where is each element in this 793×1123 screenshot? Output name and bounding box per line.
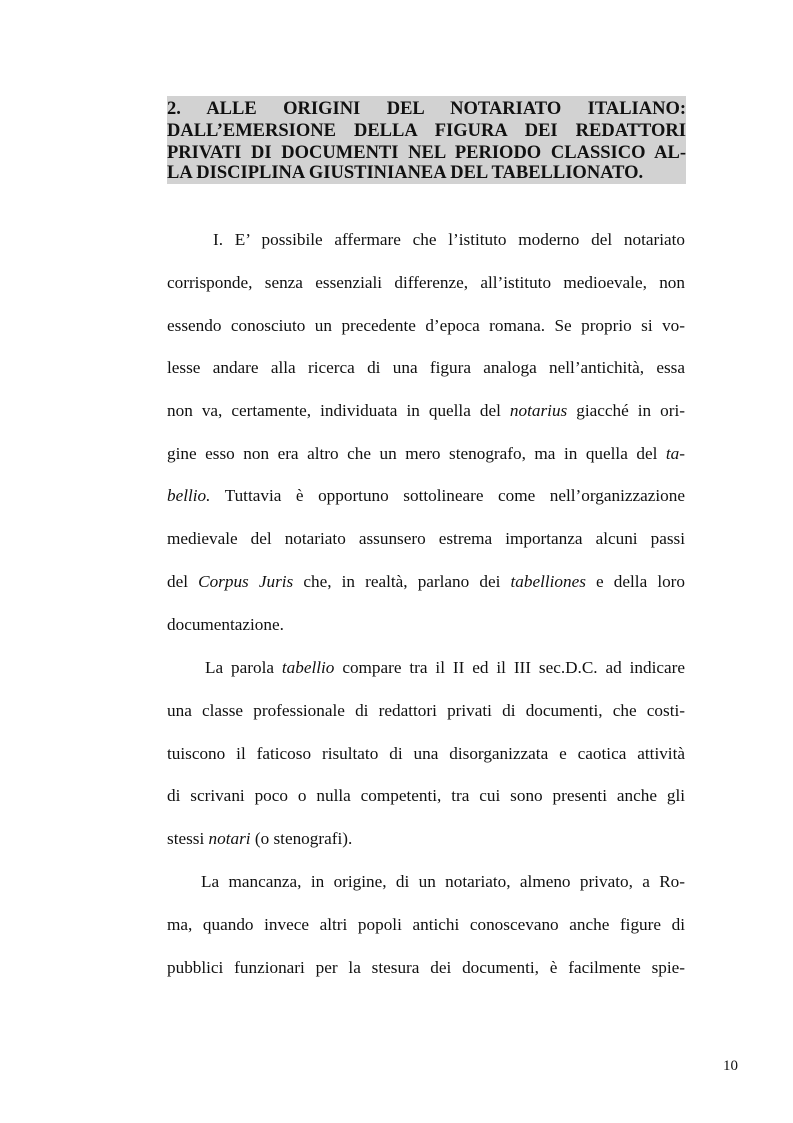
italic-term-corpus-juris: Corpus Juris: [198, 572, 294, 591]
paragraph-1-line-4: lesse andare alla ricerca di una figura analoga nell’antichità, essa: [167, 358, 685, 377]
heading-line-1: 2. ALLE ORIGINI DEL NOTARIATO ITALIANO:: [167, 99, 686, 119]
text-run: gine esso non era altro che un mero stenografo, ma in quella del: [167, 444, 666, 463]
text-run: non va, certamente, individuata in quella del: [167, 401, 510, 420]
italic-term-notari: notari: [208, 829, 251, 848]
text-run: (o stenografi).: [250, 829, 353, 848]
italic-term-tabellio: tabellio: [281, 658, 335, 677]
paragraph-2-line-3: tuiscono il faticoso risultato di una disorganizzata e caotica attività: [167, 744, 685, 763]
paragraph-2-line-2: una classe professionale di redattori privati di documenti, che costi-: [167, 701, 685, 720]
paragraph-1-line-6: [167, 443, 685, 465]
paragraph-2-line-1: [205, 657, 685, 679]
text-run: stessi: [167, 829, 209, 848]
paragraph-1-line-7: [167, 485, 685, 507]
paragraph-2-line-5: [167, 828, 685, 850]
paragraph-3-line-2: ma, quando invece altri popoli antichi conoscevano anche figure di: [167, 915, 685, 934]
section-heading: [167, 96, 686, 184]
heading-line-3: PRIVATI DI DOCUMENTI NEL PERIODO CLASSICO AL-: [167, 143, 686, 163]
text-run: La parola: [205, 658, 282, 677]
italic-term-tabellio-end: bellio.: [167, 486, 211, 505]
paragraph-3-line-1: La mancanza, in origine, di un notariato, almeno privato, a Ro-: [201, 872, 685, 891]
paragraph-1-line-10: documentazione.: [167, 615, 284, 634]
heading-line-2: DALL’EMERSIONE DELLA FIGURA DEI REDATTORI: [167, 121, 686, 141]
italic-term-tabellio-start: ta-: [665, 444, 685, 463]
italic-term-tabelliones: tabelliones: [510, 572, 586, 591]
paragraph-1-line-3: essendo conosciuto un precedente d’epoca romana. Se proprio si vo-: [167, 316, 685, 335]
text-run: e della loro: [585, 572, 686, 591]
paragraph-3-line-3: pubblici funzionari per la stesura dei documenti, è facilmente spie-: [167, 958, 685, 977]
text-run: Tuttavia è opportuno sottolineare come nell’organizzazione: [210, 486, 685, 505]
paragraph-1-line-5: [167, 400, 685, 422]
text-run: giacché in ori-: [567, 401, 685, 420]
paragraph-1-line-1: I. E’ possibile affermare che l’istituto moderno del notariato: [213, 230, 685, 249]
paragraph-1-line-8: medievale del notariato assunsero estrema importanza alcuni passi: [167, 529, 685, 548]
text-run: del: [167, 572, 199, 591]
page-number: 10: [723, 1058, 738, 1074]
paragraph-1-line-2: corrisponde, senza essenziali differenze, all’istituto medioevale, non: [167, 273, 685, 292]
text-run: che, in realtà, parlano dei: [293, 572, 511, 591]
italic-term-notarius: notarius: [509, 401, 568, 420]
text-run: compare tra il II ed il III sec.D.C. ad indicare: [334, 658, 685, 677]
heading-line-4: LA DISCIPLINA GIUSTINIANEA DEL TABELLIONATO.: [167, 163, 644, 183]
paragraph-2-line-4: di scrivani poco o nulla competenti, tra cui sono presenti anche gli: [167, 786, 685, 805]
paragraph-1-line-9: [167, 571, 685, 593]
